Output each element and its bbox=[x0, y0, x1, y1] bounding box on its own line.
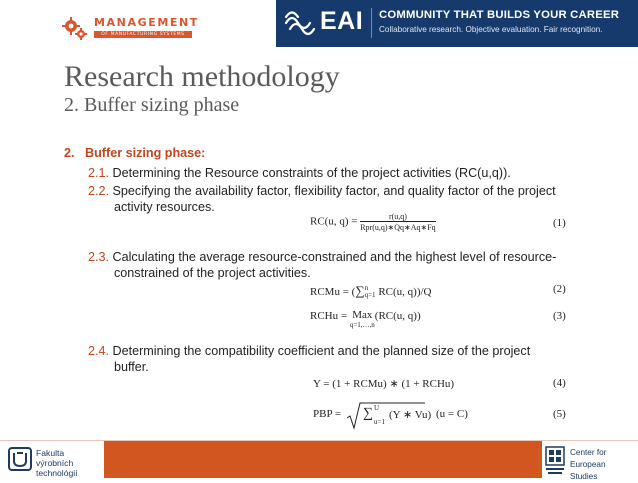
item-number: 2.2. bbox=[88, 184, 110, 198]
item-2-1 bbox=[88, 166, 511, 180]
item-2-4 bbox=[88, 344, 530, 358]
equation-1 bbox=[310, 212, 436, 232]
eq3-op-sub: q=1,…,n bbox=[349, 321, 375, 329]
slide-title: Research methodology bbox=[64, 60, 340, 93]
fvt-logo-text bbox=[36, 448, 103, 478]
eq1-numerator: r(u,q) bbox=[360, 212, 435, 222]
eq3-op: Max bbox=[352, 309, 373, 321]
section-heading bbox=[64, 146, 205, 160]
eai-tagline: COMMUNITY THAT BUILDS YOUR CAREER bbox=[379, 9, 620, 21]
eq1-denominator: Rpr(u,q)∗Qq∗Aq∗Fq bbox=[360, 223, 436, 232]
fvt-emblem-icon bbox=[8, 447, 32, 471]
eq2-sub: q=1 bbox=[364, 291, 376, 300]
sum-sign: ∑ bbox=[355, 283, 365, 298]
eq5-sup: U bbox=[374, 404, 380, 412]
equation-4: Y = (1 + RCMu) ∗ (1 + RCHu) bbox=[313, 378, 455, 390]
eq5-sub: u=1 bbox=[374, 418, 385, 426]
item-number: 2.1. bbox=[88, 166, 110, 180]
university-crest-icon bbox=[544, 444, 566, 476]
eq3-tag: (3) bbox=[553, 310, 566, 322]
eai-subline: Collaborative research. Objective evaluation. Fair recognition. bbox=[379, 25, 603, 34]
eai-logo-text: EAI bbox=[320, 7, 364, 35]
item-2-3-line2: constrained of the project activities. bbox=[114, 266, 311, 280]
item-2-2-line2: activity resources. bbox=[114, 200, 215, 214]
item-2-2 bbox=[88, 184, 556, 198]
equation-2 bbox=[310, 283, 431, 299]
cfes-logo bbox=[544, 443, 638, 481]
equation-3 bbox=[310, 310, 421, 329]
eq2-lhs: RCMu = ( bbox=[310, 286, 356, 298]
item-2-3 bbox=[88, 250, 556, 264]
item-2-4-line2: buffer. bbox=[114, 360, 149, 374]
sum-sign: ∑ bbox=[363, 406, 373, 421]
fvt-logo bbox=[8, 446, 103, 478]
eq3-lhs: RCHu = bbox=[310, 310, 348, 322]
eai-banner bbox=[276, 0, 638, 47]
management-logo-sub: OF MANUFACTURING SYSTEMS bbox=[94, 31, 192, 38]
eq1-lhs: RC(u, q) = bbox=[310, 215, 358, 228]
item-text: Determining the Resource constraints of the project activities (RC(u,q)). bbox=[112, 166, 511, 180]
slide-subtitle: 2. Buffer sizing phase bbox=[64, 94, 240, 116]
gears-icon bbox=[62, 15, 88, 41]
fvt-line2: technológií bbox=[36, 468, 78, 478]
eq2-sup: n bbox=[364, 284, 369, 293]
item-text-line1: Determining the compatibility coefficient and the planned size of the project bbox=[112, 344, 531, 358]
item-text-line1: Calculating the average resource-constrained and the highest level of resource- bbox=[112, 250, 557, 264]
item-number: 2.4. bbox=[88, 344, 110, 358]
eai-divider bbox=[371, 8, 372, 38]
eq5-tag: (5) bbox=[553, 408, 566, 420]
eq1-fraction bbox=[360, 212, 435, 232]
eq4-tag: (4) bbox=[553, 377, 566, 389]
item-text-line1: Specifying the availability factor, flexibility factor, and quality factor of the project bbox=[112, 184, 556, 198]
item-number: 2.3. bbox=[88, 250, 110, 264]
eq3-body: (RC(u, q)) bbox=[374, 310, 421, 322]
eq2-limits bbox=[365, 285, 376, 299]
fvt-line1: Fakulta výrobních bbox=[36, 448, 74, 468]
cfes-line1: Center for European bbox=[570, 448, 607, 469]
eq5-lhs: PBP = bbox=[313, 408, 342, 420]
eai-waves-icon bbox=[284, 10, 318, 36]
section-heading-text: Buffer sizing phase: bbox=[85, 146, 206, 160]
eq5-condition: (u = C) bbox=[436, 408, 468, 420]
eq5-body: (Y ∗ Vu) bbox=[389, 409, 432, 421]
management-logo-word: MANAGEMENT bbox=[94, 16, 199, 29]
cfes-line2: Studies bbox=[570, 472, 598, 481]
eq2-body: RC(u, q))/Q bbox=[375, 286, 432, 298]
eq1-tag: (1) bbox=[553, 217, 566, 229]
eq2-tag: (2) bbox=[553, 283, 566, 295]
section-heading-number: 2. bbox=[64, 146, 75, 160]
management-logo bbox=[62, 14, 199, 40]
footer-bar bbox=[104, 441, 542, 478]
eq3-operator bbox=[350, 310, 375, 329]
